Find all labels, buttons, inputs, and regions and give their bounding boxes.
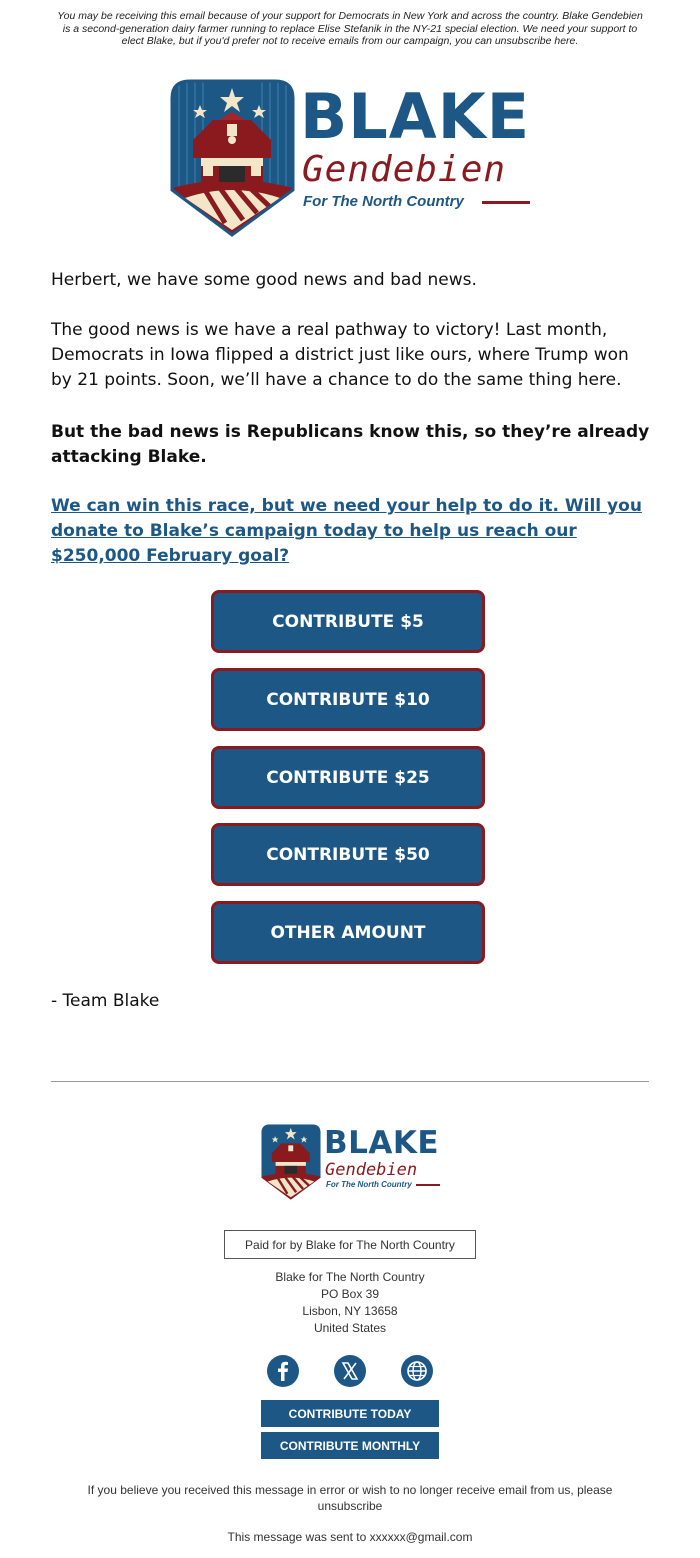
contribute-10-button[interactable]: CONTRIBUTE $10: [211, 668, 485, 731]
footer-logo-tagline: For The North Country: [326, 1180, 412, 1189]
good-news-paragraph: The good news is we have a real pathway to victory! Last month, Democrats in Iowa flipped a district just like ours, where Trump won by 21 points. Soon, we’ll have a chance to do the same thing here.: [51, 320, 629, 390]
logo-first-name: BLAKE: [300, 80, 531, 153]
facebook-icon[interactable]: [267, 1355, 299, 1387]
globe-icon[interactable]: [401, 1355, 433, 1387]
donate-ask-link[interactable]: We can win this race, but we need your help to do it. Will you donate to Blake’s campaign today to help us reach our $250,000 February goal?: [51, 496, 642, 566]
address-line: United States: [313, 1321, 387, 1335]
address-line: Blake for The North Country: [275, 1270, 425, 1284]
contribute-5-button[interactable]: CONTRIBUTE $5: [211, 590, 485, 653]
disclaimer-text: You may be receiving this email because of your support for Democrats in New York and across the country. Blake Gendebien is a second-generation dairy farmer running to replace Elise Stefanik in the NY-21 special election. We need your support to elect Blake, but if you'd prefer not to receive emails from our campaign, you can unsubscribe here.: [57, 10, 643, 47]
contribute-monthly-button[interactable]: CONTRIBUTE MONTHLY: [261, 1432, 439, 1459]
footer-logo-first-name: BLAKE: [324, 1125, 440, 1161]
mailing-address: [200, 1269, 500, 1337]
footer-logo-underline: [416, 1184, 440, 1186]
facebook-glyph: [267, 1355, 299, 1387]
footer-logo-last-name: Gendebien: [325, 1160, 418, 1180]
unsubscribe-notice: If you believe you received this message in error or wish to no longer receive email from us, please unsubscribe: [87, 1483, 613, 1513]
logo-last-name: Gendebien: [302, 149, 507, 190]
logo-tagline: For The North Country: [303, 193, 464, 210]
barn-shield-icon: [165, 78, 300, 238]
contribute-50-button[interactable]: CONTRIBUTE $50: [211, 823, 485, 886]
signoff: - Team Blake: [51, 991, 160, 1011]
other-amount-button[interactable]: OTHER AMOUNT: [211, 901, 485, 964]
x-glyph: [334, 1355, 366, 1387]
logo-underline: [482, 201, 530, 204]
greeting-paragraph: Herbert, we have some good news and bad news.: [51, 270, 477, 290]
barn-shield-small-icon: [258, 1122, 324, 1202]
contribute-25-button[interactable]: CONTRIBUTE $25: [211, 746, 485, 809]
sent-to-notice: This message was sent to xxxxxx@gmail.com: [227, 1530, 473, 1544]
campaign-logo: [165, 78, 540, 238]
footer-divider: [51, 1081, 649, 1082]
paid-for-disclaimer: Paid for by Blake for The North Country: [224, 1230, 476, 1259]
contribute-today-button[interactable]: CONTRIBUTE TODAY: [261, 1400, 439, 1427]
address-line: Lisbon, NY 13658: [302, 1304, 398, 1318]
bad-news-paragraph: But the bad news is Republicans know this, so they’re already attacking Blake.: [51, 422, 650, 467]
x-icon[interactable]: [334, 1355, 366, 1387]
footer-logo: [258, 1122, 448, 1202]
address-line: PO Box 39: [320, 1287, 380, 1301]
globe-glyph: [401, 1355, 433, 1387]
